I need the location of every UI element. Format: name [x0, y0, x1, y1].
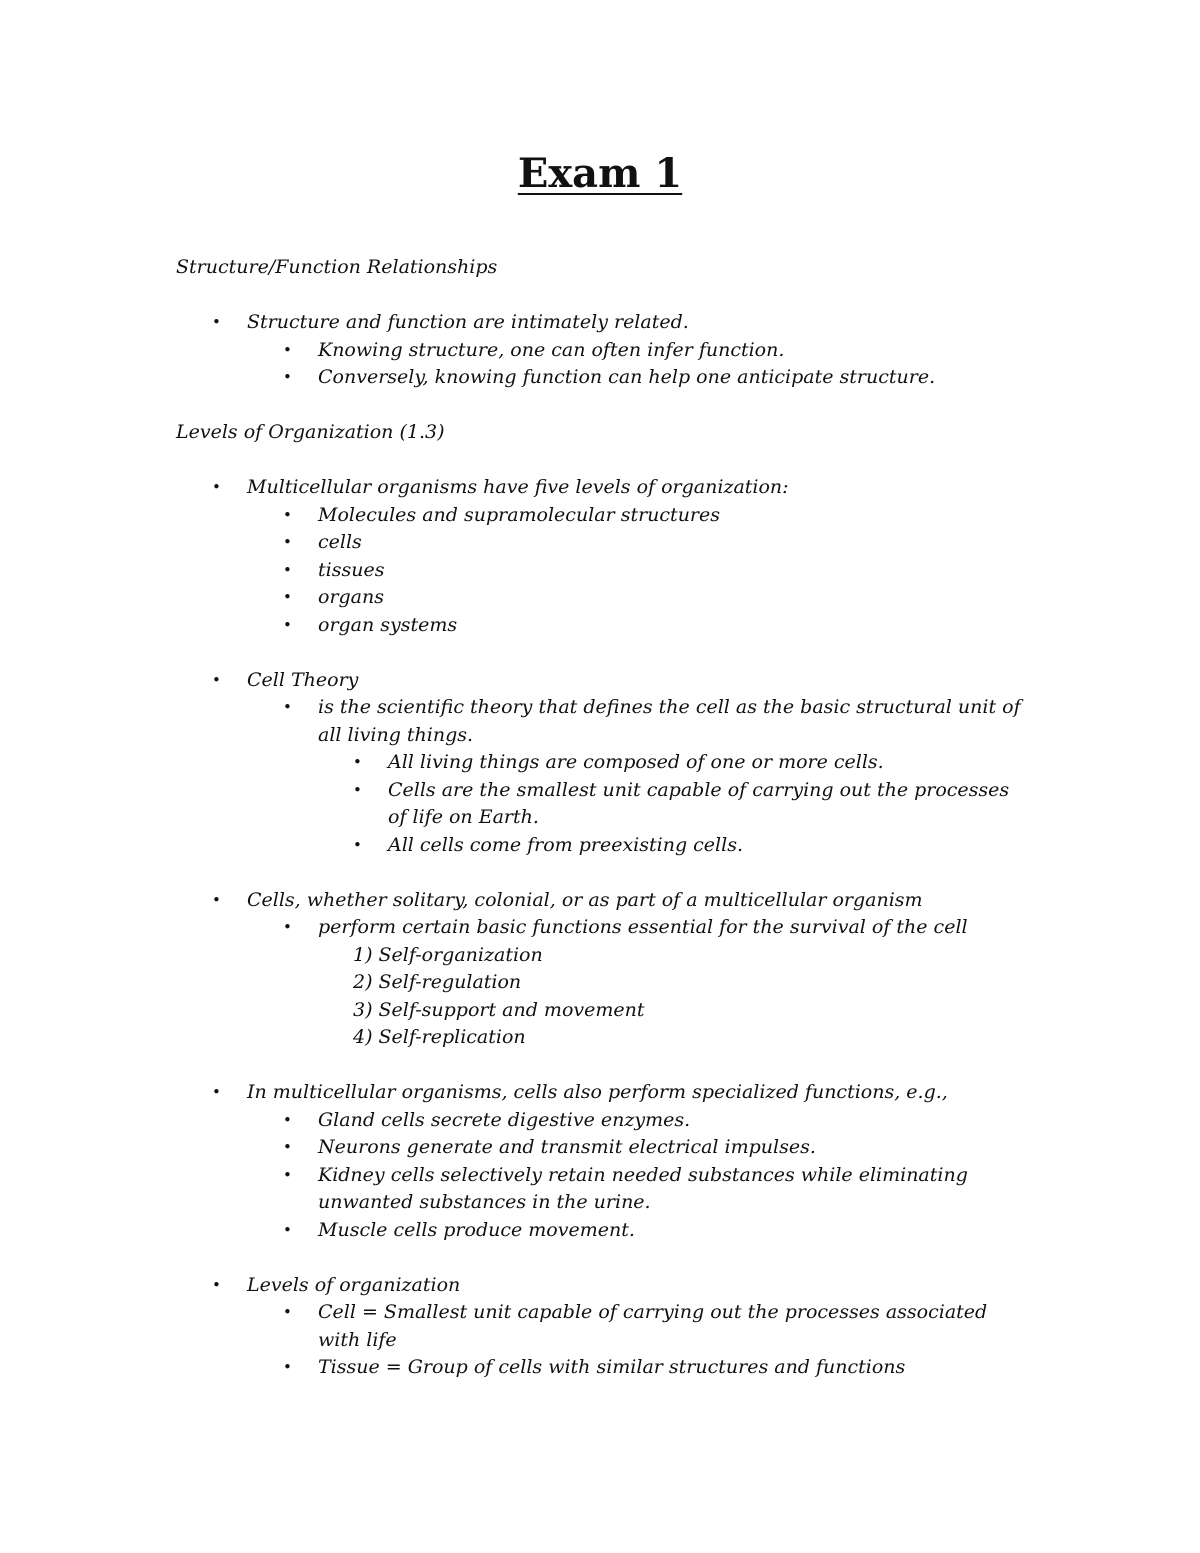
- list-item: organ systems: [318, 614, 458, 636]
- bullet-icon: •: [283, 1166, 292, 1184]
- bullet-icon: •: [212, 671, 221, 689]
- bullet-icon: •: [283, 533, 292, 551]
- list-item-continuation: all living things.: [318, 724, 474, 746]
- list-item: tissues: [318, 559, 385, 581]
- section-heading: Structure/Function Relationships: [176, 256, 498, 278]
- bullet-icon: •: [353, 753, 362, 771]
- list-item: Cell = Smallest unit capable of carrying out the processes associated: [318, 1301, 988, 1323]
- bullet-icon: •: [212, 478, 221, 496]
- list-item: Tissue = Group of cells with similar structures and functions: [318, 1356, 906, 1378]
- bullet-icon: •: [283, 588, 292, 606]
- numbered-item: 1) Self-organization: [353, 944, 543, 966]
- bullet-icon: •: [283, 561, 292, 579]
- numbered-item: 2) Self-regulation: [353, 971, 522, 993]
- list-item: All living things are composed of one or more cells.: [388, 751, 884, 773]
- list-item: Neurons generate and transmit electrical impulses.: [318, 1136, 816, 1158]
- list-item: Molecules and supramolecular structures: [318, 504, 721, 526]
- bullet-icon: •: [212, 1083, 221, 1101]
- bullet-icon: •: [283, 616, 292, 634]
- list-item-continuation: with life: [318, 1329, 397, 1351]
- list-item: All cells come from preexisting cells.: [388, 834, 743, 856]
- bullet-icon: •: [283, 698, 292, 716]
- numbered-item: 3) Self-support and movement: [353, 999, 645, 1021]
- list-item: organs: [318, 586, 384, 608]
- bullet-icon: •: [283, 1111, 292, 1129]
- bullet-icon: •: [212, 1276, 221, 1294]
- bullet-icon: •: [283, 506, 292, 524]
- bullet-icon: •: [283, 1358, 292, 1376]
- bullet-icon: •: [283, 368, 292, 386]
- bullet-icon: •: [283, 341, 292, 359]
- bullet-icon: •: [283, 918, 292, 936]
- list-item: Cells, whether solitary, colonial, or as part of a multicellular organism: [247, 889, 923, 911]
- section-heading: Levels of Organization (1.3): [176, 421, 445, 443]
- bullet-icon: •: [212, 891, 221, 909]
- list-item: In multicellular organisms, cells also perform specialized functions, e.g.,: [247, 1081, 948, 1103]
- list-item: Cells are the smallest unit capable of carrying out the processes: [388, 779, 1010, 801]
- list-item: Structure and function are intimately related.: [247, 311, 689, 333]
- list-item: Cell Theory: [247, 669, 359, 691]
- list-item-continuation: of life on Earth.: [388, 806, 539, 828]
- page-title: Exam 1: [517, 150, 683, 197]
- list-item: Conversely, knowing function can help one anticipate structure.: [318, 366, 936, 388]
- list-item: Levels of organization: [247, 1274, 461, 1296]
- list-item: perform certain basic functions essential for the survival of the cell: [318, 916, 968, 938]
- bullet-icon: •: [283, 1303, 292, 1321]
- bullet-icon: •: [353, 836, 362, 854]
- bullet-icon: •: [212, 313, 221, 331]
- list-item: Kidney cells selectively retain needed substances while eliminating: [318, 1164, 968, 1186]
- list-item: Muscle cells produce movement.: [318, 1219, 635, 1241]
- list-item: is the scientific theory that defines the cell as the basic structural unit of: [318, 696, 1021, 718]
- list-item: cells: [318, 531, 362, 553]
- bullet-icon: •: [283, 1221, 292, 1239]
- list-item-continuation: unwanted substances in the urine.: [318, 1191, 651, 1213]
- list-item: Knowing structure, one can often infer function.: [318, 339, 785, 361]
- bullet-icon: •: [283, 1138, 292, 1156]
- list-item: Gland cells secrete digestive enzymes.: [318, 1109, 691, 1131]
- numbered-item: 4) Self-replication: [353, 1026, 526, 1048]
- bullet-icon: •: [353, 781, 362, 799]
- list-item: Multicellular organisms have five levels of organization:: [247, 476, 789, 498]
